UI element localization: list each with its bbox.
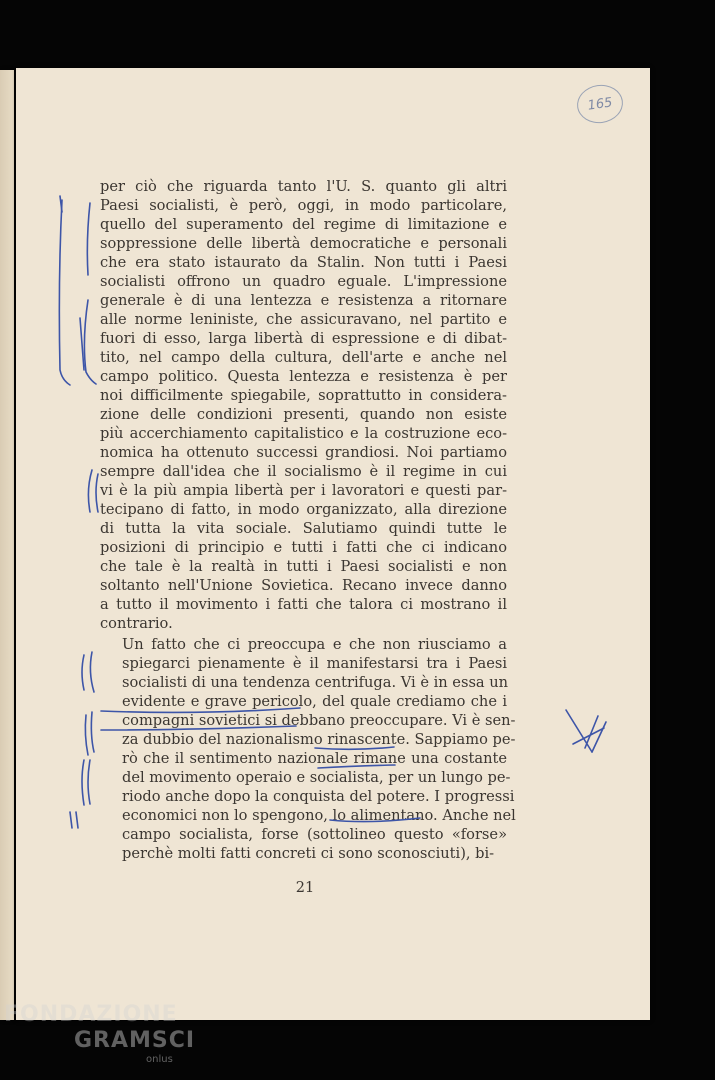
text-underline-mark bbox=[315, 747, 394, 749]
archive-number-stamp: 165 bbox=[575, 82, 626, 126]
margin-bracket-mark bbox=[85, 715, 88, 755]
text-line: del movimento operaio e socialista, per un lungo pe- bbox=[122, 769, 511, 786]
margin-bracket-mark bbox=[96, 474, 98, 512]
text-line: zione delle condizioni presenti, quando non esiste bbox=[100, 406, 507, 423]
text-line: campo politico. Questa lentezza e resistenza è per bbox=[100, 368, 507, 385]
page-number: 21 bbox=[295, 880, 315, 896]
text-line: Paesi socialisti, è però, oggi, in modo particolare, bbox=[100, 197, 507, 214]
margin-bracket-mark bbox=[88, 470, 92, 512]
text-line: quello del superamento del regime di limitazione e bbox=[100, 216, 507, 233]
text-line: socialisti offrono un quadro eguale. L'impressione bbox=[100, 273, 507, 290]
margin-bracket-mark bbox=[88, 760, 90, 804]
text-line: tecipano di fatto, in modo organizzato, alla direzione bbox=[100, 501, 507, 518]
text-line: soppressione delle libertà democratiche e personali bbox=[100, 235, 507, 252]
fondazione-gramsci-logo bbox=[0, 1000, 200, 1080]
margin-bracket-mark bbox=[60, 196, 62, 212]
margin-bracket-mark bbox=[87, 203, 90, 275]
logo-text-line3: onlus bbox=[146, 1054, 173, 1065]
text-line: a tutto il movimento i fatti che talora ci mostrano il bbox=[100, 596, 507, 613]
text-line: Un fatto che ci preoccupa e che non riusciamo a bbox=[122, 636, 507, 653]
text-line: di tutta la vita sociale. Salutiamo quindi tutte le bbox=[100, 520, 507, 537]
text-line: alle norme leniniste, che assicuravano, nel partito e bbox=[100, 311, 507, 328]
text-line: spiegarci pienamente è il manifestarsi tra i Paesi bbox=[122, 655, 507, 672]
text-line: riodo anche dopo la conquista del potere. I progressi bbox=[122, 788, 515, 805]
text-line: noi difficilmente spiegabile, soprattutto in considera- bbox=[100, 387, 507, 404]
text-underline-mark bbox=[318, 765, 395, 768]
text-line: za dubbio del nazionalismo rinascente. Sappiamo pe- bbox=[122, 731, 516, 748]
text-line: economici non lo spengono, lo alimentano. Anche nel bbox=[122, 807, 516, 824]
margin-bracket-mark bbox=[70, 812, 72, 828]
logo-text-line2: GRAMSCI bbox=[74, 1028, 196, 1053]
text-line: evidente e grave pericolo, del quale crediamo che i bbox=[122, 693, 507, 710]
margin-bracket-mark bbox=[80, 318, 84, 370]
text-line: che tale è la realtà in tutti i Paesi socialisti e non bbox=[100, 558, 507, 575]
margin-bracket-mark bbox=[59, 200, 70, 385]
text-line: socialisti di una tendenza centrifuga. Vi è in essa un bbox=[122, 674, 509, 691]
text-line: nomica ha ottenuto successi grandiosi. Noi partiamo bbox=[100, 444, 507, 461]
text-line: campo socialista, forse (sottolineo questo «forse» bbox=[122, 826, 507, 843]
text-underline-mark bbox=[101, 726, 296, 730]
logo-text-line1: FONDAZIONE bbox=[4, 1002, 178, 1027]
text-line: vi è la più ampia libertà per i lavoratori e questi par- bbox=[100, 482, 507, 499]
text-line: rò che il sentimento nazionale rimane una costante bbox=[122, 750, 507, 767]
text-underline-mark bbox=[101, 708, 300, 712]
text-line: perchè molti fatti concreti ci sono sconosciuti), bi- bbox=[122, 845, 495, 862]
margin-bracket-mark bbox=[82, 760, 84, 805]
margin-bracket-mark bbox=[90, 652, 94, 692]
text-line: contrario. bbox=[100, 615, 173, 632]
margin-scribble-mark bbox=[566, 710, 592, 752]
margin-bracket-mark bbox=[82, 655, 84, 690]
text-line: più accerchiamento capitalistico e la costruzione eco- bbox=[100, 425, 507, 442]
margin-bracket-mark bbox=[76, 812, 78, 828]
text-line: generale è di una lentezza e resistenza a ritornare bbox=[100, 292, 507, 309]
text-line: per ciò che riguarda tanto l'U. S. quanto gli altri bbox=[100, 178, 507, 195]
text-line: sempre dall'idea che il socialismo è il regime in cui bbox=[100, 463, 507, 480]
text-line: che era stato istaurato da Stalin. Non tutti i Paesi bbox=[100, 254, 507, 271]
text-line: fuori di esso, larga libertà di espressione e di dibat- bbox=[100, 330, 507, 347]
text-underline-mark bbox=[330, 818, 420, 822]
text-line: soltanto nell'Unione Sovietica. Recano invece danno bbox=[100, 577, 507, 594]
text-line: tito, nel campo della cultura, dell'arte e anche nel bbox=[100, 349, 507, 366]
text-line: posizioni di principio e tutti i fatti che ci indicano bbox=[100, 539, 507, 556]
margin-bracket-mark bbox=[84, 300, 96, 384]
margin-bracket-mark bbox=[91, 712, 94, 752]
text-line: compagni sovietici si debbano preoccupare. Vi è sen- bbox=[122, 712, 516, 729]
